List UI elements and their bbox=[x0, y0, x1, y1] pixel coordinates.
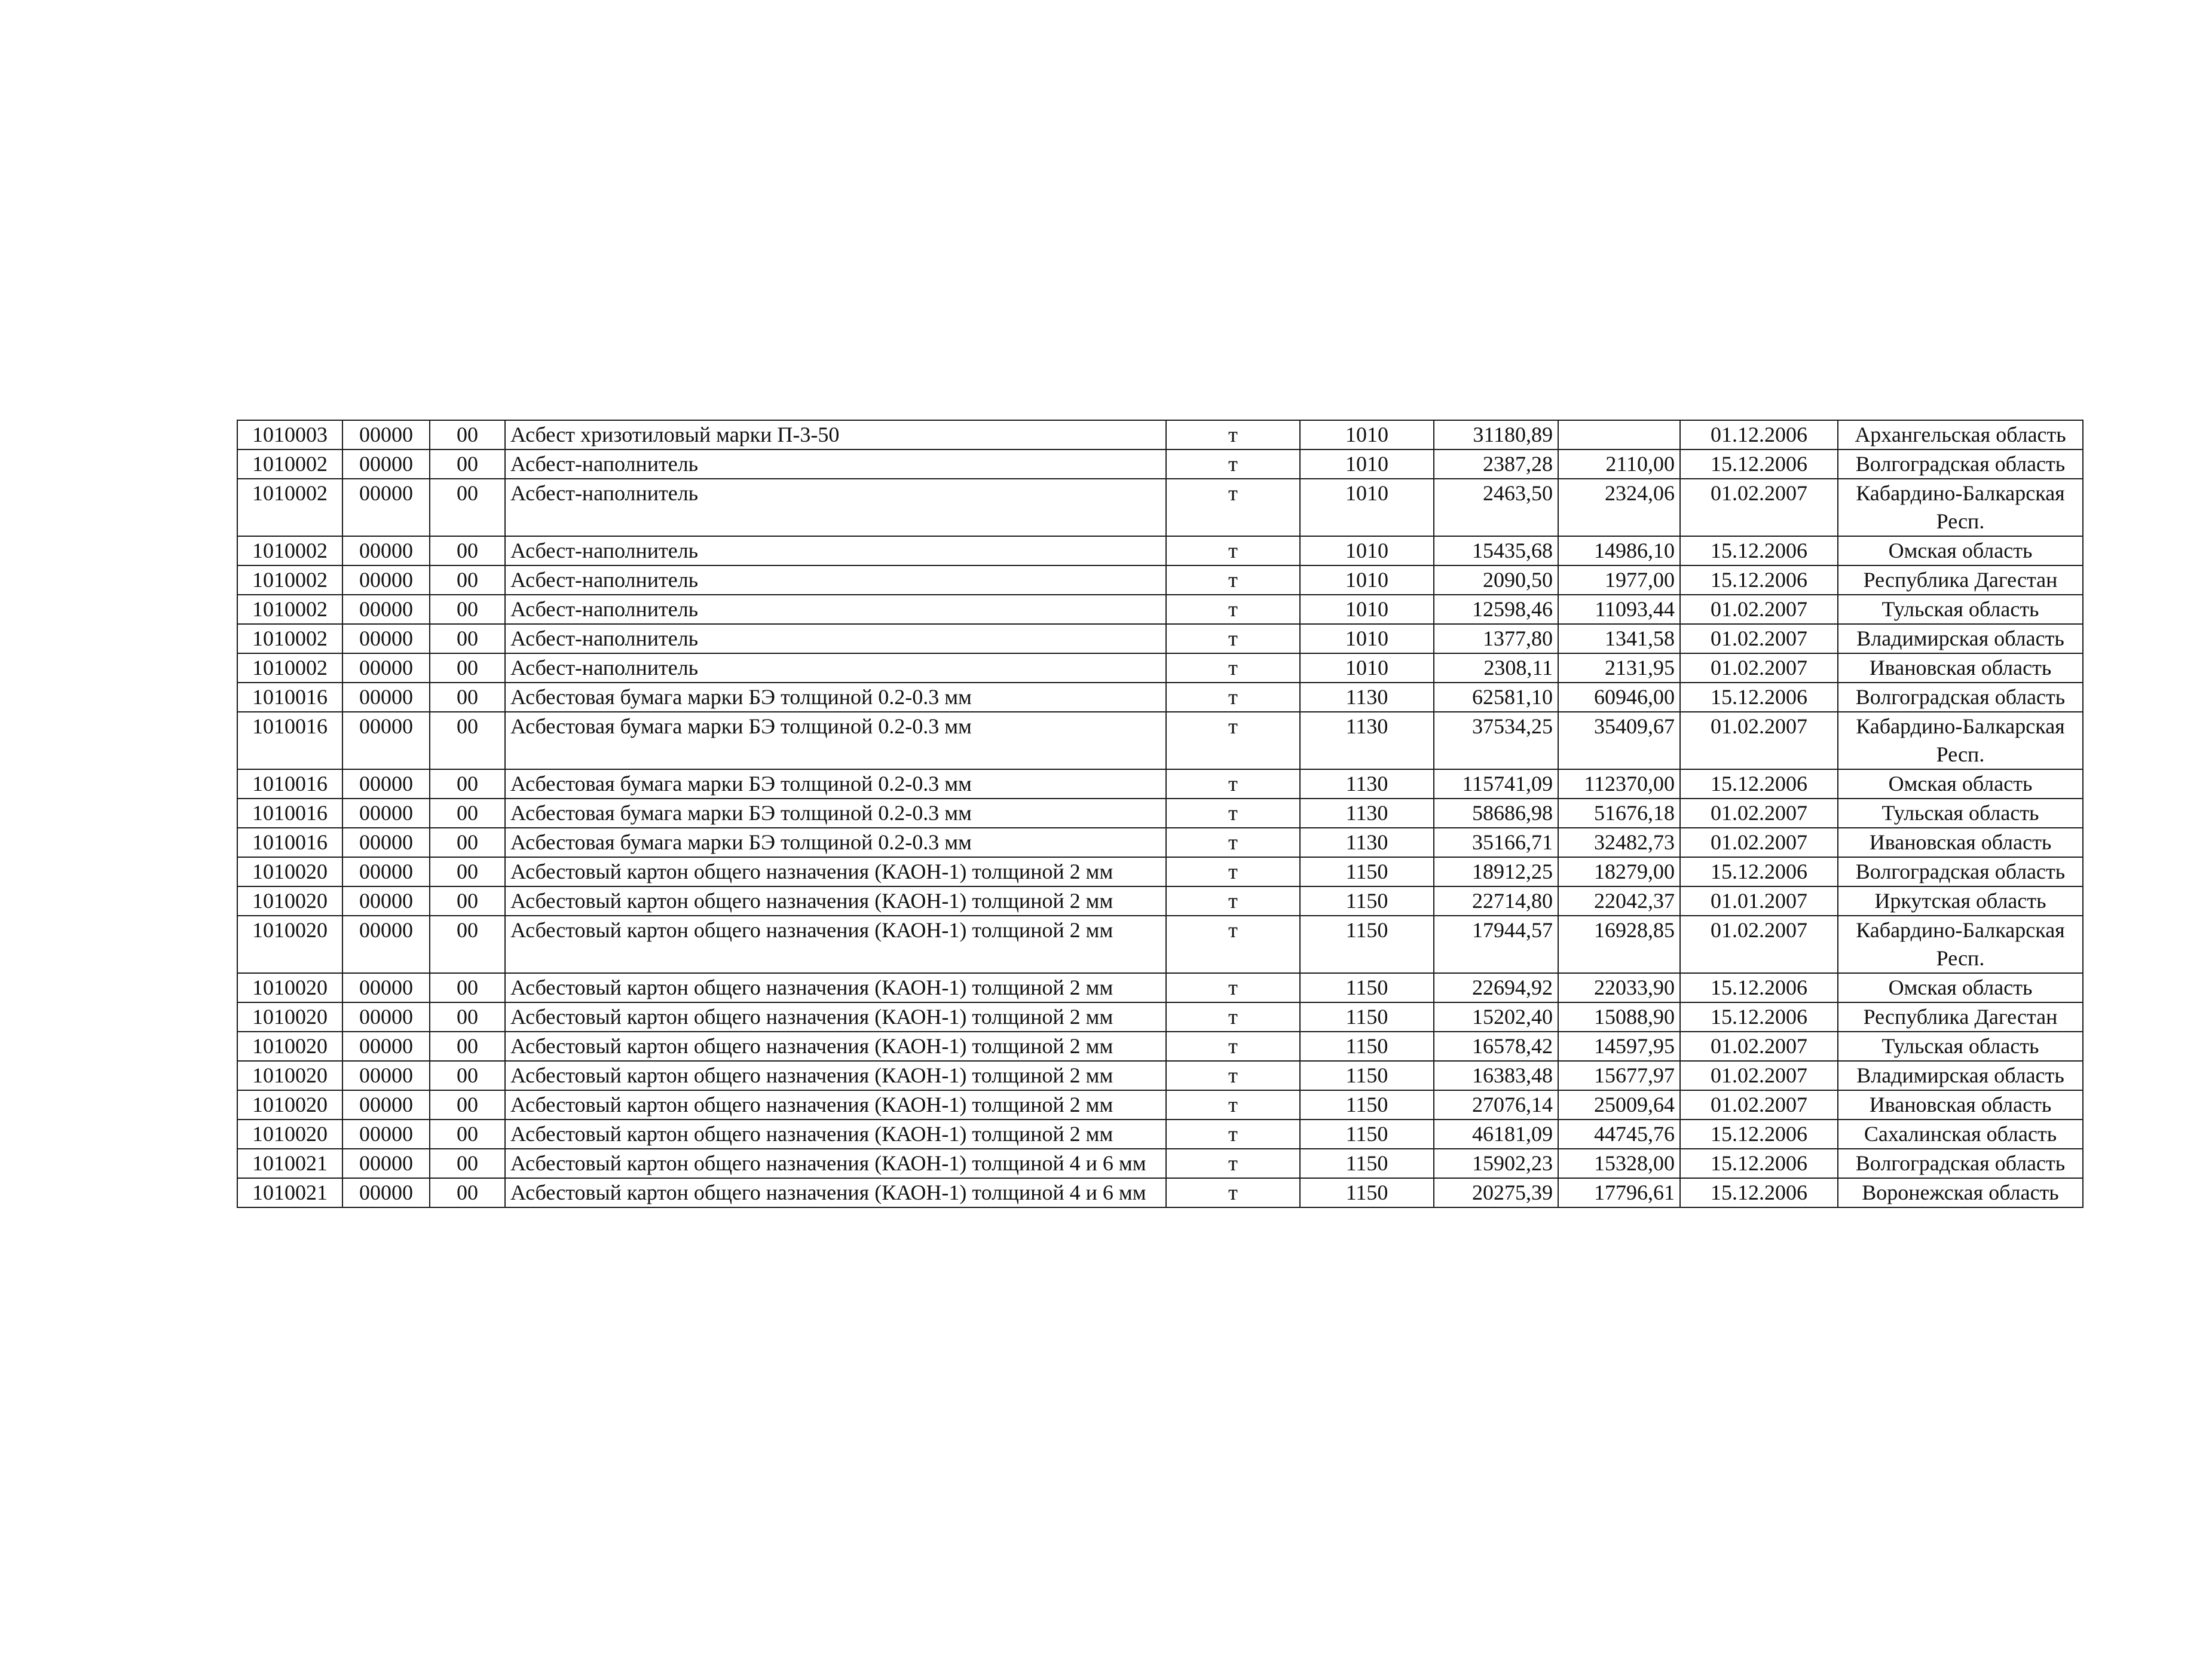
table-row bbox=[237, 1061, 2083, 1090]
product-code-cell: 1010002 bbox=[237, 536, 342, 565]
subcode-cell: 00000 bbox=[342, 683, 430, 712]
date-cell: 01.01.2007 bbox=[1680, 886, 1838, 916]
group-code-cell: 1130 bbox=[1300, 683, 1434, 712]
modifier-cell: 00 bbox=[430, 828, 505, 857]
unit-cell: т bbox=[1166, 1149, 1300, 1178]
region-cell: Ивановская область bbox=[1838, 1090, 2083, 1120]
price-cell: 51676,18 bbox=[1558, 799, 1680, 828]
price-cell: 11093,44 bbox=[1558, 595, 1680, 624]
modifier-cell: 00 bbox=[430, 1178, 505, 1207]
unit-cell: т bbox=[1166, 479, 1300, 536]
price-cell: 16928,85 bbox=[1558, 916, 1680, 973]
date-cell: 01.02.2007 bbox=[1680, 916, 1838, 973]
modifier-cell: 00 bbox=[430, 1090, 505, 1120]
price-with-vat-cell: 35166,71 bbox=[1434, 828, 1558, 857]
region-cell: Республика Дагестан bbox=[1838, 565, 2083, 595]
group-code-cell: 1010 bbox=[1300, 536, 1434, 565]
group-code-cell: 1010 bbox=[1300, 624, 1434, 653]
price-with-vat-cell: 20275,39 bbox=[1434, 1178, 1558, 1207]
region-cell: Владимирская область bbox=[1838, 624, 2083, 653]
group-code-cell: 1010 bbox=[1300, 449, 1434, 479]
date-cell: 01.02.2007 bbox=[1680, 1061, 1838, 1090]
subcode-cell: 00000 bbox=[342, 1032, 430, 1061]
product-code-cell: 1010020 bbox=[237, 857, 342, 886]
product-name-cell: Асбестовая бумага марки БЭ толщиной 0.2-0.3 мм bbox=[505, 712, 1166, 769]
unit-cell: т bbox=[1166, 624, 1300, 653]
region-cell: Сахалинская область bbox=[1838, 1120, 2083, 1149]
product-name-cell: Асбест-наполнитель bbox=[505, 565, 1166, 595]
subcode-cell: 00000 bbox=[342, 1002, 430, 1032]
modifier-cell: 00 bbox=[430, 653, 505, 683]
group-code-cell: 1150 bbox=[1300, 1090, 1434, 1120]
group-code-cell: 1130 bbox=[1300, 712, 1434, 769]
table-row bbox=[237, 857, 2083, 886]
modifier-cell: 00 bbox=[430, 479, 505, 536]
modifier-cell: 00 bbox=[430, 536, 505, 565]
subcode-cell: 00000 bbox=[342, 420, 430, 449]
group-code-cell: 1130 bbox=[1300, 828, 1434, 857]
price-cell: 60946,00 bbox=[1558, 683, 1680, 712]
product-name-cell: Асбест-наполнитель bbox=[505, 536, 1166, 565]
subcode-cell: 00000 bbox=[342, 857, 430, 886]
unit-cell: т bbox=[1166, 769, 1300, 799]
date-cell: 01.02.2007 bbox=[1680, 595, 1838, 624]
subcode-cell: 00000 bbox=[342, 624, 430, 653]
modifier-cell: 00 bbox=[430, 565, 505, 595]
table-row bbox=[237, 1002, 2083, 1032]
date-cell: 15.12.2006 bbox=[1680, 1002, 1838, 1032]
price-cell: 32482,73 bbox=[1558, 828, 1680, 857]
price-with-vat-cell: 37534,25 bbox=[1434, 712, 1558, 769]
table-row bbox=[237, 653, 2083, 683]
modifier-cell: 00 bbox=[430, 886, 505, 916]
product-name-cell: Асбестовая бумага марки БЭ толщиной 0.2-0.3 мм bbox=[505, 683, 1166, 712]
product-code-cell: 1010002 bbox=[237, 449, 342, 479]
price-cell: 112370,00 bbox=[1558, 769, 1680, 799]
unit-cell: т bbox=[1166, 1090, 1300, 1120]
group-code-cell: 1150 bbox=[1300, 1032, 1434, 1061]
group-code-cell: 1150 bbox=[1300, 1002, 1434, 1032]
price-with-vat-cell: 27076,14 bbox=[1434, 1090, 1558, 1120]
table-row bbox=[237, 1178, 2083, 1207]
unit-cell: т bbox=[1166, 857, 1300, 886]
price-cell: 2324,06 bbox=[1558, 479, 1680, 536]
region-cell: Ивановская область bbox=[1838, 828, 2083, 857]
product-code-cell: 1010020 bbox=[237, 1061, 342, 1090]
region-cell: Омская область bbox=[1838, 769, 2083, 799]
modifier-cell: 00 bbox=[430, 916, 505, 973]
region-cell: Кабардино-Балкарская Респ. bbox=[1838, 479, 2083, 536]
price-with-vat-cell: 115741,09 bbox=[1434, 769, 1558, 799]
table-row bbox=[237, 536, 2083, 565]
region-cell: Омская область bbox=[1838, 536, 2083, 565]
date-cell: 15.12.2006 bbox=[1680, 857, 1838, 886]
price-cell: 15677,97 bbox=[1558, 1061, 1680, 1090]
date-cell: 01.02.2007 bbox=[1680, 653, 1838, 683]
product-code-cell: 1010020 bbox=[237, 1032, 342, 1061]
unit-cell: т bbox=[1166, 1002, 1300, 1032]
product-name-cell: Асбест-наполнитель bbox=[505, 624, 1166, 653]
product-code-cell: 1010016 bbox=[237, 769, 342, 799]
product-name-cell: Асбест-наполнитель bbox=[505, 595, 1166, 624]
date-cell: 15.12.2006 bbox=[1680, 565, 1838, 595]
subcode-cell: 00000 bbox=[342, 828, 430, 857]
unit-cell: т bbox=[1166, 886, 1300, 916]
product-name-cell: Асбестовый картон общего назначения (КАОН-1) толщиной 2 мм bbox=[505, 1032, 1166, 1061]
date-cell: 15.12.2006 bbox=[1680, 769, 1838, 799]
region-cell: Волгоградская область bbox=[1838, 1149, 2083, 1178]
price-with-vat-cell: 15202,40 bbox=[1434, 1002, 1558, 1032]
price-table-page bbox=[237, 420, 2082, 1208]
price-with-vat-cell: 18912,25 bbox=[1434, 857, 1558, 886]
date-cell: 01.12.2006 bbox=[1680, 420, 1838, 449]
product-code-cell: 1010002 bbox=[237, 565, 342, 595]
table-row bbox=[237, 683, 2083, 712]
unit-cell: т bbox=[1166, 712, 1300, 769]
group-code-cell: 1150 bbox=[1300, 973, 1434, 1002]
price-with-vat-cell: 22714,80 bbox=[1434, 886, 1558, 916]
group-code-cell: 1010 bbox=[1300, 595, 1434, 624]
price-cell: 18279,00 bbox=[1558, 857, 1680, 886]
unit-cell: т bbox=[1166, 799, 1300, 828]
price-cell: 44745,76 bbox=[1558, 1120, 1680, 1149]
product-code-cell: 1010016 bbox=[237, 799, 342, 828]
table-row bbox=[237, 565, 2083, 595]
unit-cell: т bbox=[1166, 1032, 1300, 1061]
price-cell: 1341,58 bbox=[1558, 624, 1680, 653]
modifier-cell: 00 bbox=[430, 973, 505, 1002]
subcode-cell: 00000 bbox=[342, 886, 430, 916]
price-cell: 14986,10 bbox=[1558, 536, 1680, 565]
product-name-cell: Асбестовый картон общего назначения (КАОН-1) толщиной 2 мм bbox=[505, 1002, 1166, 1032]
price-with-vat-cell: 2387,28 bbox=[1434, 449, 1558, 479]
date-cell: 15.12.2006 bbox=[1680, 1120, 1838, 1149]
price-with-vat-cell: 2308,11 bbox=[1434, 653, 1558, 683]
date-cell: 15.12.2006 bbox=[1680, 683, 1838, 712]
modifier-cell: 00 bbox=[430, 449, 505, 479]
table-row bbox=[237, 916, 2083, 973]
subcode-cell: 00000 bbox=[342, 565, 430, 595]
price-cell: 2110,00 bbox=[1558, 449, 1680, 479]
modifier-cell: 00 bbox=[430, 1002, 505, 1032]
subcode-cell: 00000 bbox=[342, 799, 430, 828]
price-with-vat-cell: 15435,68 bbox=[1434, 536, 1558, 565]
modifier-cell: 00 bbox=[430, 624, 505, 653]
modifier-cell: 00 bbox=[430, 683, 505, 712]
unit-cell: т bbox=[1166, 420, 1300, 449]
product-name-cell: Асбест-наполнитель bbox=[505, 653, 1166, 683]
unit-cell: т bbox=[1166, 1178, 1300, 1207]
product-code-cell: 1010016 bbox=[237, 683, 342, 712]
product-name-cell: Асбестовая бумага марки БЭ толщиной 0.2-0.3 мм bbox=[505, 769, 1166, 799]
group-code-cell: 1150 bbox=[1300, 886, 1434, 916]
date-cell: 01.02.2007 bbox=[1680, 479, 1838, 536]
region-cell: Ивановская область bbox=[1838, 653, 2083, 683]
region-cell: Волгоградская область bbox=[1838, 449, 2083, 479]
region-cell: Волгоградская область bbox=[1838, 857, 2083, 886]
group-code-cell: 1150 bbox=[1300, 1178, 1434, 1207]
group-code-cell: 1130 bbox=[1300, 769, 1434, 799]
region-cell: Волгоградская область bbox=[1838, 683, 2083, 712]
product-name-cell: Асбестовая бумага марки БЭ толщиной 0.2-0.3 мм bbox=[505, 828, 1166, 857]
subcode-cell: 00000 bbox=[342, 536, 430, 565]
unit-cell: т bbox=[1166, 828, 1300, 857]
modifier-cell: 00 bbox=[430, 595, 505, 624]
price-with-vat-cell: 58686,98 bbox=[1434, 799, 1558, 828]
group-code-cell: 1150 bbox=[1300, 1149, 1434, 1178]
table-row bbox=[237, 799, 2083, 828]
subcode-cell: 00000 bbox=[342, 1120, 430, 1149]
region-cell: Тульская область bbox=[1838, 799, 2083, 828]
table-body bbox=[237, 420, 2083, 1207]
region-cell: Иркутская область bbox=[1838, 886, 2083, 916]
price-with-vat-cell: 22694,92 bbox=[1434, 973, 1558, 1002]
product-code-cell: 1010021 bbox=[237, 1178, 342, 1207]
date-cell: 01.02.2007 bbox=[1680, 1090, 1838, 1120]
product-name-cell: Асбестовый картон общего назначения (КАОН-1) толщиной 2 мм bbox=[505, 1061, 1166, 1090]
region-cell: Тульская область bbox=[1838, 595, 2083, 624]
region-cell: Республика Дагестан bbox=[1838, 1002, 2083, 1032]
price-cell: 25009,64 bbox=[1558, 1090, 1680, 1120]
group-code-cell: 1010 bbox=[1300, 479, 1434, 536]
price-with-vat-cell: 17944,57 bbox=[1434, 916, 1558, 973]
price-with-vat-cell: 2090,50 bbox=[1434, 565, 1558, 595]
price-with-vat-cell: 31180,89 bbox=[1434, 420, 1558, 449]
region-cell: Архангельская область bbox=[1838, 420, 2083, 449]
product-name-cell: Асбестовый картон общего назначения (КАОН-1) толщиной 4 и 6 мм bbox=[505, 1149, 1166, 1178]
subcode-cell: 00000 bbox=[342, 595, 430, 624]
subcode-cell: 00000 bbox=[342, 653, 430, 683]
price-with-vat-cell: 46181,09 bbox=[1434, 1120, 1558, 1149]
group-code-cell: 1150 bbox=[1300, 916, 1434, 973]
group-code-cell: 1130 bbox=[1300, 799, 1434, 828]
subcode-cell: 00000 bbox=[342, 479, 430, 536]
table-row bbox=[237, 420, 2083, 449]
modifier-cell: 00 bbox=[430, 769, 505, 799]
region-cell: Воронежская область bbox=[1838, 1178, 2083, 1207]
product-code-cell: 1010003 bbox=[237, 420, 342, 449]
group-code-cell: 1150 bbox=[1300, 1120, 1434, 1149]
unit-cell: т bbox=[1166, 595, 1300, 624]
unit-cell: т bbox=[1166, 973, 1300, 1002]
price-cell: 1977,00 bbox=[1558, 565, 1680, 595]
price-cell: 17796,61 bbox=[1558, 1178, 1680, 1207]
unit-cell: т bbox=[1166, 1120, 1300, 1149]
price-with-vat-cell: 2463,50 bbox=[1434, 479, 1558, 536]
modifier-cell: 00 bbox=[430, 1061, 505, 1090]
price-cell: 35409,67 bbox=[1558, 712, 1680, 769]
product-code-cell: 1010016 bbox=[237, 828, 342, 857]
product-code-cell: 1010002 bbox=[237, 595, 342, 624]
modifier-cell: 00 bbox=[430, 712, 505, 769]
table-row bbox=[237, 479, 2083, 536]
product-name-cell: Асбест-наполнитель bbox=[505, 479, 1166, 536]
table-row bbox=[237, 449, 2083, 479]
region-cell: Омская область bbox=[1838, 973, 2083, 1002]
table-row bbox=[237, 886, 2083, 916]
unit-cell: т bbox=[1166, 916, 1300, 973]
product-code-cell: 1010002 bbox=[237, 624, 342, 653]
subcode-cell: 00000 bbox=[342, 1178, 430, 1207]
price-with-vat-cell: 1377,80 bbox=[1434, 624, 1558, 653]
date-cell: 15.12.2006 bbox=[1680, 536, 1838, 565]
price-with-vat-cell: 62581,10 bbox=[1434, 683, 1558, 712]
price-cell: 2131,95 bbox=[1558, 653, 1680, 683]
price-table bbox=[237, 420, 2083, 1208]
product-code-cell: 1010002 bbox=[237, 653, 342, 683]
table-row bbox=[237, 1120, 2083, 1149]
price-cell: 14597,95 bbox=[1558, 1032, 1680, 1061]
date-cell: 01.02.2007 bbox=[1680, 624, 1838, 653]
subcode-cell: 00000 bbox=[342, 1061, 430, 1090]
modifier-cell: 00 bbox=[430, 857, 505, 886]
price-cell: 15328,00 bbox=[1558, 1149, 1680, 1178]
product-name-cell: Асбестовый картон общего назначения (КАОН-1) толщиной 2 мм bbox=[505, 1120, 1166, 1149]
subcode-cell: 00000 bbox=[342, 973, 430, 1002]
product-code-cell: 1010020 bbox=[237, 886, 342, 916]
table-row bbox=[237, 973, 2083, 1002]
region-cell: Кабардино-Балкарская Респ. bbox=[1838, 712, 2083, 769]
table-row bbox=[237, 1090, 2083, 1120]
product-name-cell: Асбест-наполнитель bbox=[505, 449, 1166, 479]
modifier-cell: 00 bbox=[430, 420, 505, 449]
product-name-cell: Асбестовый картон общего назначения (КАОН-1) толщиной 2 мм bbox=[505, 857, 1166, 886]
subcode-cell: 00000 bbox=[342, 916, 430, 973]
table-row bbox=[237, 1149, 2083, 1178]
group-code-cell: 1150 bbox=[1300, 1061, 1434, 1090]
product-code-cell: 1010020 bbox=[237, 1002, 342, 1032]
group-code-cell: 1010 bbox=[1300, 565, 1434, 595]
modifier-cell: 00 bbox=[430, 1032, 505, 1061]
table-row bbox=[237, 712, 2083, 769]
table-row bbox=[237, 1032, 2083, 1061]
date-cell: 01.02.2007 bbox=[1680, 1032, 1838, 1061]
date-cell: 01.02.2007 bbox=[1680, 799, 1838, 828]
unit-cell: т bbox=[1166, 449, 1300, 479]
product-code-cell: 1010002 bbox=[237, 479, 342, 536]
unit-cell: т bbox=[1166, 653, 1300, 683]
table-row bbox=[237, 624, 2083, 653]
product-code-cell: 1010020 bbox=[237, 1120, 342, 1149]
modifier-cell: 00 bbox=[430, 1120, 505, 1149]
date-cell: 15.12.2006 bbox=[1680, 1178, 1838, 1207]
table-row bbox=[237, 769, 2083, 799]
subcode-cell: 00000 bbox=[342, 1149, 430, 1178]
subcode-cell: 00000 bbox=[342, 1090, 430, 1120]
product-name-cell: Асбестовый картон общего назначения (КАОН-1) толщиной 2 мм bbox=[505, 916, 1166, 973]
product-code-cell: 1010020 bbox=[237, 1090, 342, 1120]
unit-cell: т bbox=[1166, 536, 1300, 565]
modifier-cell: 00 bbox=[430, 1149, 505, 1178]
price-cell: 15088,90 bbox=[1558, 1002, 1680, 1032]
subcode-cell: 00000 bbox=[342, 712, 430, 769]
date-cell: 15.12.2006 bbox=[1680, 973, 1838, 1002]
date-cell: 15.12.2006 bbox=[1680, 1149, 1838, 1178]
product-code-cell: 1010020 bbox=[237, 916, 342, 973]
price-with-vat-cell: 15902,23 bbox=[1434, 1149, 1558, 1178]
product-name-cell: Асбестовый картон общего назначения (КАОН-1) толщиной 2 мм bbox=[505, 886, 1166, 916]
unit-cell: т bbox=[1166, 1061, 1300, 1090]
product-code-cell: 1010021 bbox=[237, 1149, 342, 1178]
product-name-cell: Асбестовая бумага марки БЭ толщиной 0.2-0.3 мм bbox=[505, 799, 1166, 828]
date-cell: 01.02.2007 bbox=[1680, 712, 1838, 769]
product-name-cell: Асбестовый картон общего назначения (КАОН-1) толщиной 4 и 6 мм bbox=[505, 1178, 1166, 1207]
product-code-cell: 1010016 bbox=[237, 712, 342, 769]
unit-cell: т bbox=[1166, 683, 1300, 712]
price-cell: 22033,90 bbox=[1558, 973, 1680, 1002]
region-cell: Владимирская область bbox=[1838, 1061, 2083, 1090]
unit-cell: т bbox=[1166, 565, 1300, 595]
product-name-cell: Асбестовый картон общего назначения (КАОН-1) толщиной 2 мм bbox=[505, 973, 1166, 1002]
price-with-vat-cell: 16578,42 bbox=[1434, 1032, 1558, 1061]
price-with-vat-cell: 12598,46 bbox=[1434, 595, 1558, 624]
subcode-cell: 00000 bbox=[342, 449, 430, 479]
date-cell: 15.12.2006 bbox=[1680, 449, 1838, 479]
price-cell bbox=[1558, 420, 1680, 449]
product-name-cell: Асбестовый картон общего назначения (КАОН-1) толщиной 2 мм bbox=[505, 1090, 1166, 1120]
price-with-vat-cell: 16383,48 bbox=[1434, 1061, 1558, 1090]
price-cell: 22042,37 bbox=[1558, 886, 1680, 916]
group-code-cell: 1150 bbox=[1300, 857, 1434, 886]
group-code-cell: 1010 bbox=[1300, 420, 1434, 449]
table-row bbox=[237, 828, 2083, 857]
region-cell: Кабардино-Балкарская Респ. bbox=[1838, 916, 2083, 973]
region-cell: Тульская область bbox=[1838, 1032, 2083, 1061]
product-name-cell: Асбест хризотиловый марки П-3-50 bbox=[505, 420, 1166, 449]
product-code-cell: 1010020 bbox=[237, 973, 342, 1002]
modifier-cell: 00 bbox=[430, 799, 505, 828]
group-code-cell: 1010 bbox=[1300, 653, 1434, 683]
subcode-cell: 00000 bbox=[342, 769, 430, 799]
table-row bbox=[237, 595, 2083, 624]
date-cell: 01.02.2007 bbox=[1680, 828, 1838, 857]
